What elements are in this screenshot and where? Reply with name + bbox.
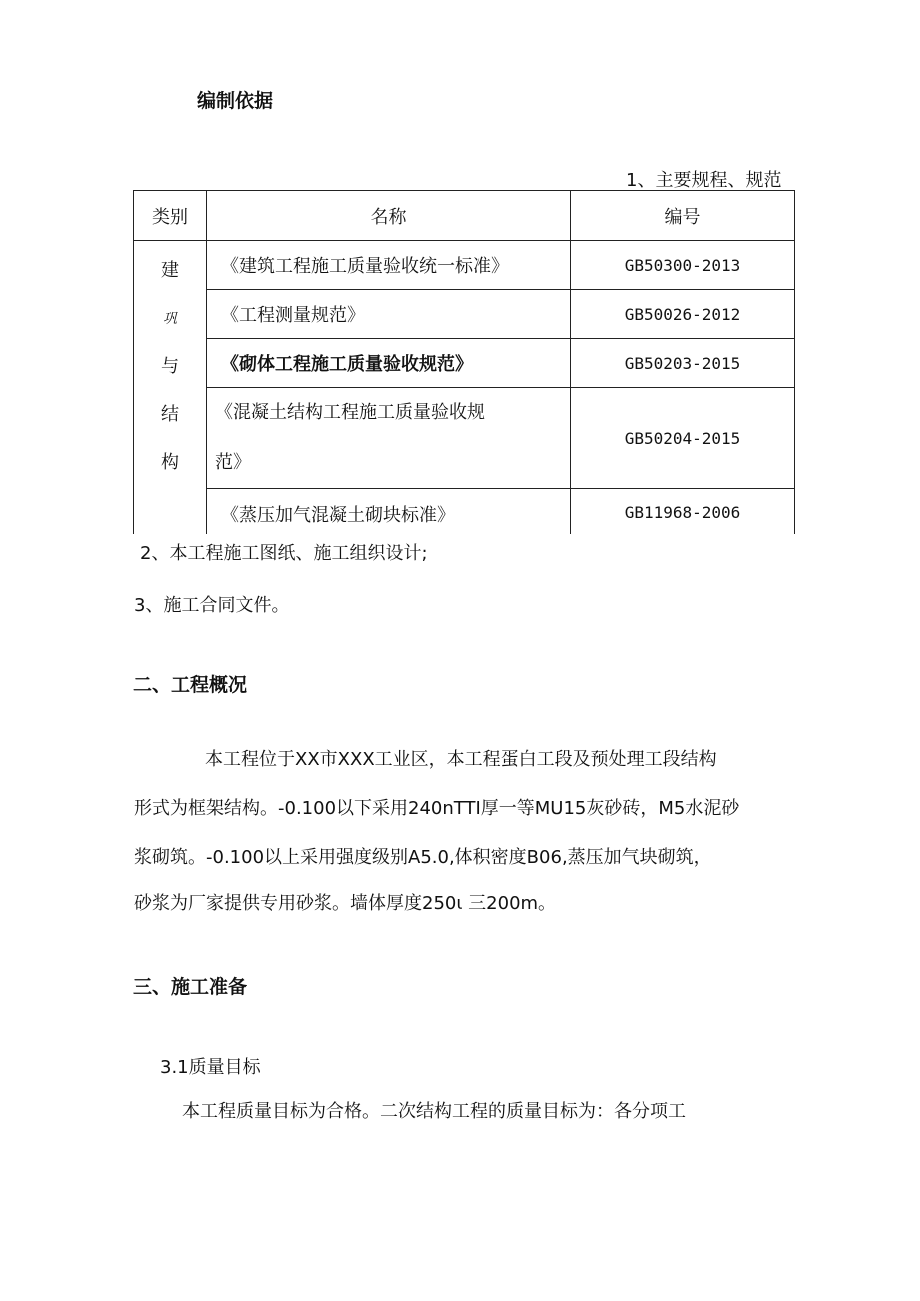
standard-name: 《建筑工程施工质量验收统一标准》 — [207, 241, 571, 290]
table-row — [134, 339, 795, 388]
standard-name-line2: 范》 — [215, 452, 251, 473]
section1-label: 1、主要规程、规范 — [626, 170, 782, 191]
standard-name-line1: 《混凝土结构工程施工质量验收规 — [215, 402, 485, 423]
table-row — [134, 241, 795, 290]
standard-code: GB50300-2013 — [571, 241, 795, 290]
table-row — [134, 388, 795, 489]
category-cell — [134, 241, 207, 564]
standard-name: 《蒸压加气混凝土砌块标准》 — [207, 489, 571, 564]
table-row — [134, 290, 795, 339]
overview-line-2: 形式为框架结构。-0.100以下采用240nTTI厚一等MU15灰砂砖，M5水泥砂 — [134, 798, 740, 819]
basis-title: 编制依据 — [197, 90, 274, 112]
overview-line-3: 浆砌筑。-0.100以上采用强度级别A5.0,体积密度B06,蒸压加气块砌筑， — [134, 847, 712, 868]
standard-name-multiline — [207, 388, 571, 489]
sub31-title: 3.1质量目标 — [160, 1057, 261, 1078]
header-name: 名称 — [207, 191, 571, 241]
standard-name: 《砌体工程施工质量验收规范》 — [207, 339, 571, 388]
standard-code: GB50203-2015 — [571, 339, 795, 388]
header-category: 类别 — [134, 191, 207, 241]
specification-table — [133, 190, 795, 564]
section2-title: 二、工程概况 — [133, 674, 248, 696]
standard-code: GB50026-2012 — [571, 290, 795, 339]
quality-target-text: 本工程质量目标为合格。二次结构工程的质量目标为：各分项工 — [182, 1101, 686, 1122]
basis-item-3: 3、施工合同文件。 — [134, 595, 290, 616]
standard-code: GB50204-2015 — [571, 388, 795, 489]
category-char: 结 — [161, 404, 179, 425]
category-char: 构 — [161, 452, 179, 473]
standard-code: GB11968-2006 — [571, 489, 795, 564]
basis-item-2: 2、本工程施工图纸、施工组织设计; — [140, 543, 428, 564]
category-char: 与 — [161, 356, 179, 377]
standard-name: 《工程测量规范》 — [207, 290, 571, 339]
category-char: ‬巩 — [163, 311, 177, 327]
overview-line-4: 砂浆为厂家提供专用砂浆。墙体厚度250ι 三200m。 — [134, 893, 557, 914]
category-char: 建 — [161, 260, 179, 281]
section3-title: 三、施工准备 — [133, 976, 248, 998]
table-header-row — [134, 191, 795, 241]
header-code: 编号 — [571, 191, 795, 241]
overview-line-1: 本工程位于XX市XXX工业区，本工程蛋白工段及预处理工段结构 — [205, 749, 717, 770]
